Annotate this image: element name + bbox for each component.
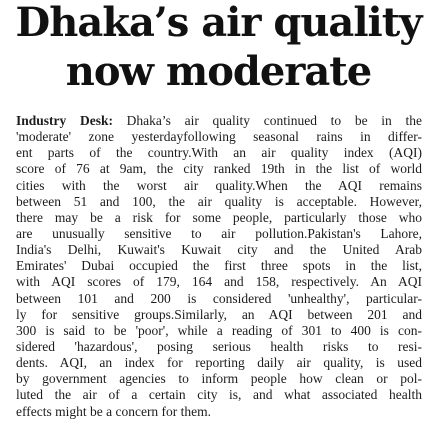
body-line: between 51 and 100, the air quality is acceptable. However,	[16, 193, 422, 209]
article-body	[16, 113, 422, 420]
body-line: score of 76 at 9am, the city ranked 19th in the list of world	[16, 161, 422, 177]
body-line: ly for sensitive groups.Similarly, an AQI between 201 and	[16, 306, 422, 322]
body-line: between 101 and 200 is considered 'unhealthy', particular-	[16, 290, 422, 306]
body-line: luted the air of a certain city is, and what associated health	[16, 387, 422, 403]
body-line: 'moderate' zone yesterdayfollowing seasonal rains in differ-	[16, 129, 422, 145]
body-line-text: Dhaka’s air quality continued to be in the	[112, 113, 422, 128]
headline-line-2: now moderate	[65, 48, 372, 95]
body-line: dents. AQI, an index for reporting daily air quality, is used	[16, 355, 422, 371]
byline: Industry Desk:	[16, 113, 113, 128]
body-line: there may be a risk for some people, particularly those who	[16, 209, 422, 225]
body-line: effects might be a concern for them.	[16, 403, 212, 419]
body-line: with AQI scores of 179, 164 and 158, respectively. An AQI	[16, 274, 422, 290]
body-line: sidered 'hazardous', posing serious health risks to resi-	[16, 338, 422, 354]
body-line: India's Delhi, Kuwait's Kuwait city and the United Arab	[16, 242, 422, 258]
body-line	[16, 113, 422, 129]
body-line: Emirates' Dubai occupied the first three spots in the list,	[16, 258, 422, 274]
body-line: cities with the worst air quality.When the AQI remains	[16, 177, 422, 193]
body-line: ent parts of the country.With an air quality index (AQI)	[16, 145, 422, 161]
body-line: 300 is said to be 'poor', while a reading of 301 to 400 is con-	[16, 322, 422, 338]
body-line: by government agencies to inform people how clean or pol-	[16, 371, 422, 387]
headline-line-1: Dhaka’s air quality	[15, 0, 422, 46]
body-line: are unusually sensitive to air pollution.Pakistan's Lahore,	[16, 225, 422, 241]
